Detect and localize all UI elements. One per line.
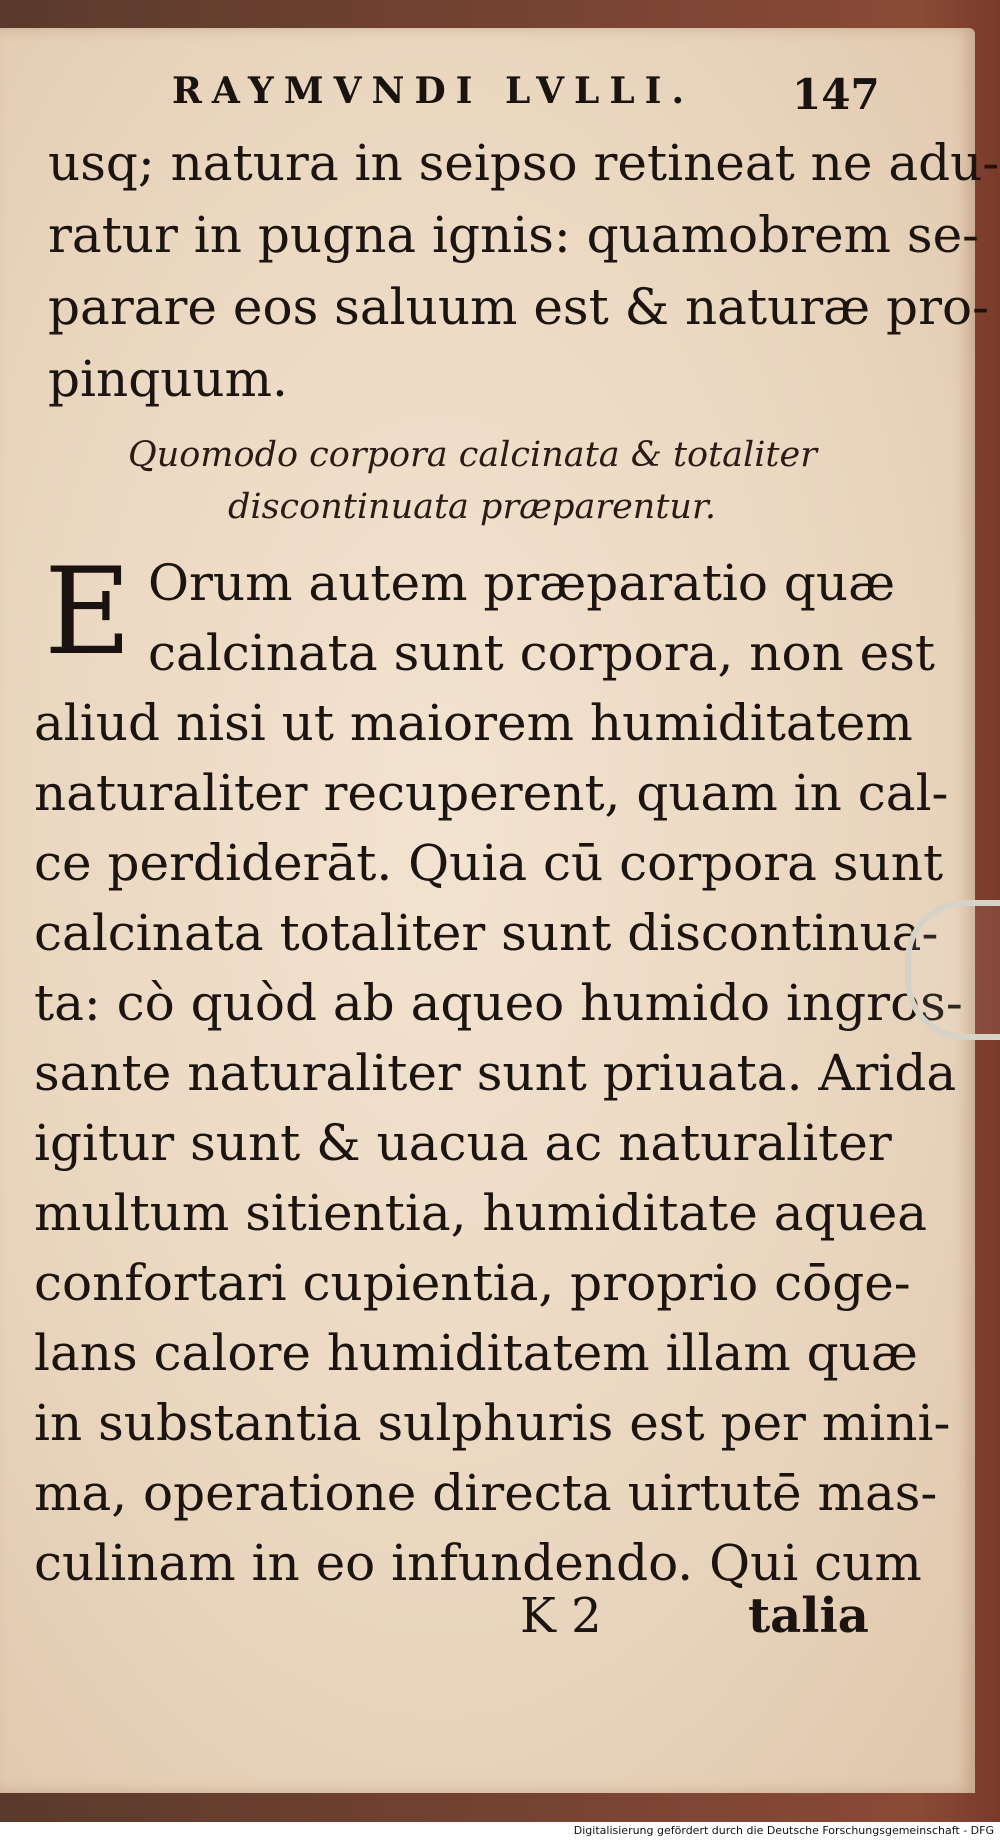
text-line: culinam in eo infundendo. Qui cum [34, 1534, 922, 1592]
text-line: sante naturaliter sunt priuata. Arida [34, 1044, 957, 1102]
running-head: RAYMVNDI LVLLI. [172, 70, 695, 112]
section-heading-line: Quomodo corpora calcinata & totaliter [128, 435, 817, 475]
drop-cap: E [44, 543, 132, 682]
text-line: calcinata sunt corpora, non est [148, 624, 936, 682]
text-line: multum sitientia, humiditate aquea [34, 1184, 928, 1242]
page-clip [905, 900, 1000, 1040]
text-line: in substantia sulphuris est per mini- [34, 1394, 951, 1452]
text-line: igitur sunt & uacua ac naturaliter [34, 1114, 892, 1172]
signature-mark: K 2 [520, 1588, 602, 1644]
text-line: parare eos saluum est & naturæ pro- [48, 278, 989, 336]
credit-bar [0, 1822, 1000, 1842]
page-number: 147 [792, 70, 880, 119]
section-heading-line: discontinuata præparentur. [228, 487, 716, 527]
text-line: naturaliter recuperent, quam in cal- [34, 764, 949, 822]
catchword: talia [748, 1588, 869, 1644]
text-line: calcinata totaliter sunt discontinua- [34, 904, 939, 962]
book-page [0, 28, 1000, 1793]
text-line: usq; natura in seipso retineat ne adu- [48, 134, 1000, 192]
page-header [0, 70, 975, 130]
digitization-credit: Digitalisierung gefördert durch die Deutsche Forschungsgemeinschaft - DFG [573, 1824, 994, 1837]
text-line: ratur in pugna ignis: quamobrem se- [48, 206, 980, 264]
text-line: ta: cò quòd ab aqueo humido ingros- [34, 974, 963, 1032]
text-line: ce perdiderāt. Quia cū corpora sunt [34, 834, 944, 892]
text-line: lans calore humiditatem illam quæ [34, 1324, 918, 1382]
text-line: Orum autem præparatio quæ [148, 554, 896, 612]
text-line: pinquum. [48, 350, 288, 408]
page-footer [0, 1588, 975, 1648]
text-line: aliud nisi ut maiorem humiditatem [34, 694, 913, 752]
text-line: confortari cupientia, proprio cōge- [34, 1254, 911, 1312]
text-line: ma, operatione directa uirtutē mas- [34, 1464, 938, 1522]
